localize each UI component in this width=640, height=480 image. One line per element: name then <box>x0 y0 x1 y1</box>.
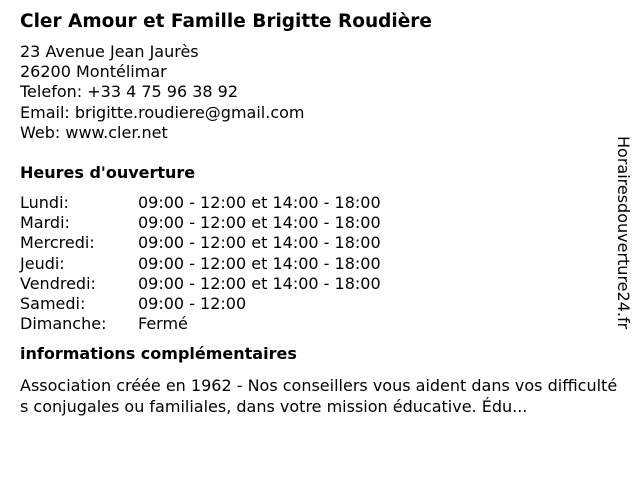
email-address[interactable]: Email: brigitte.roudiere@gmail.com <box>20 102 305 122</box>
day-label: Lundi: <box>20 193 69 213</box>
day-label: Mardi: <box>20 213 70 233</box>
hours-row-saturday <box>20 294 381 314</box>
day-label: Mercredi: <box>20 233 95 253</box>
site-watermark: Horairesdouverture24.fr <box>614 136 633 330</box>
day-hours: 09:00 - 12:00 et 14:00 - 18:00 <box>138 233 381 253</box>
day-label: Samedi: <box>20 294 86 314</box>
address-street: 23 Avenue Jean Jaurès <box>20 42 199 61</box>
hours-row-monday <box>20 193 381 213</box>
day-hours: 09:00 - 12:00 <box>138 294 247 314</box>
hours-row-friday <box>20 274 381 294</box>
opening-hours-table <box>20 193 381 334</box>
address-city: 26200 Montélimar <box>20 62 167 82</box>
day-hours: 09:00 - 12:00 et 14:00 - 18:00 <box>138 253 381 273</box>
opening-hours-heading: Heures d'ouverture <box>20 163 196 183</box>
additional-info-heading: informations complémentaires <box>20 344 297 364</box>
day-label: Dimanche: <box>20 314 107 334</box>
day-hours: Fermé <box>138 314 188 334</box>
hours-row-wednesday <box>20 233 381 253</box>
hours-row-thursday <box>20 254 381 274</box>
day-label: Vendredi: <box>20 273 96 293</box>
day-hours: 09:00 - 12:00 et 14:00 - 18:00 <box>138 193 381 213</box>
day-hours: 09:00 - 12:00 et 14:00 - 18:00 <box>138 273 381 293</box>
description-text: Association créée en 1962 - Nos conseillers vous aident dans vos difficultés conjugales ou familiales, dans votre mission éducative. Édu... <box>20 376 618 416</box>
business-name: Cler Amour et Famille Brigitte Roudière <box>20 11 432 32</box>
hours-row-tuesday <box>20 213 381 233</box>
business-card <box>20 10 618 417</box>
phone-number[interactable]: Telefon: +33 4 75 96 38 92 <box>20 82 239 102</box>
website-link[interactable]: Web: www.cler.net <box>20 122 168 142</box>
contact-block <box>20 42 610 143</box>
hours-row-sunday <box>20 314 381 334</box>
day-label: Jeudi: <box>20 253 65 273</box>
day-hours: 09:00 - 12:00 et 14:00 - 18:00 <box>138 213 381 233</box>
